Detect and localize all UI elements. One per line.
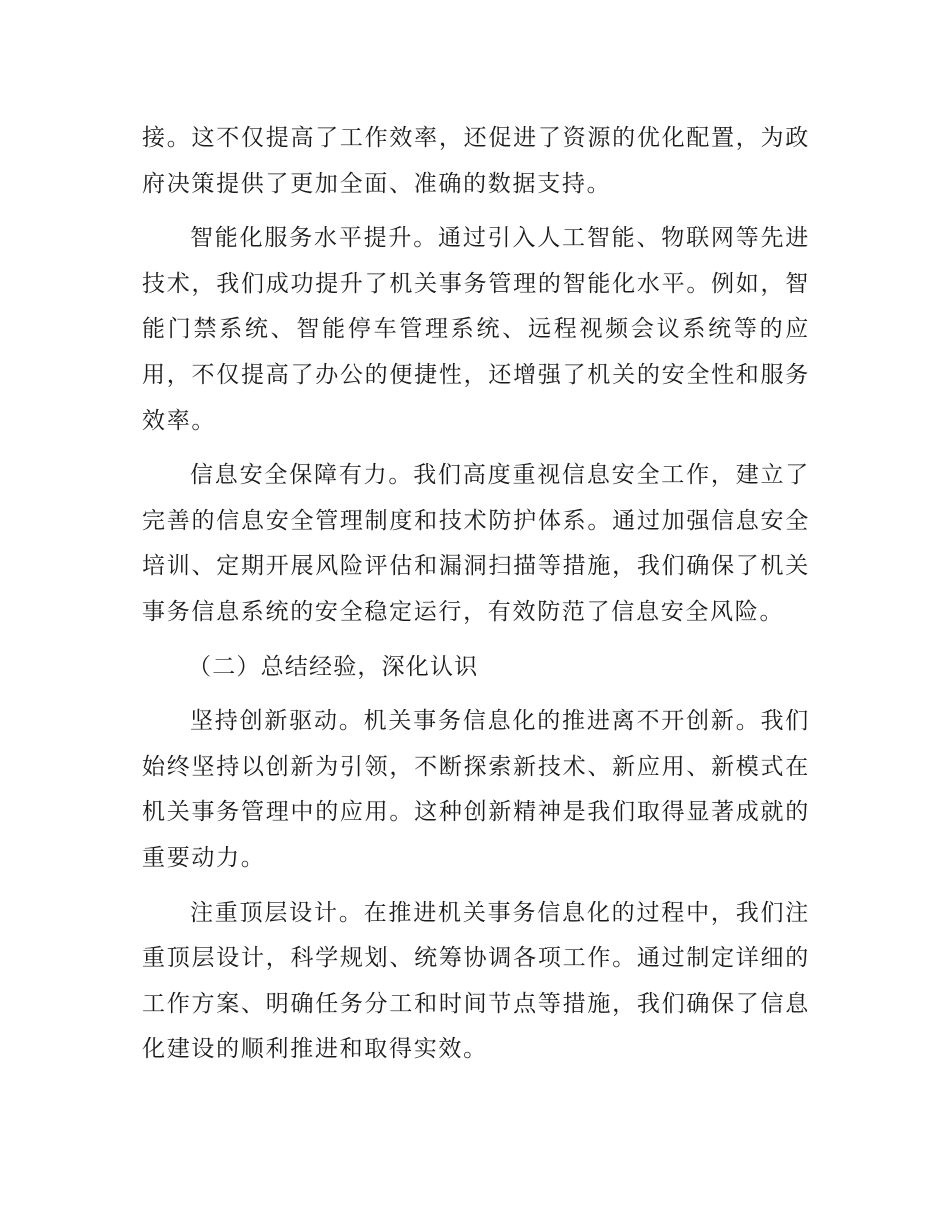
paragraph-information-security: 信息安全保障有力。我们高度重视信息安全工作，建立了完善的信息安全管理制度和技术防护体系。通过加强信息安全培训、定期开展风险评估和漏洞扫描等措施，我们确保了机关事务信息系统的安全稳定运行，有效防范了信息安全风险。 <box>142 462 810 625</box>
section-heading: （二）总结经验，深化认识 <box>188 653 479 680</box>
paragraph-innovation-driven: 坚持创新驱动。机关事务信息化的推进离不开创新。我们始终坚持以创新为引领，不断探索新技术、新应用、新模式在机关事务管理中的应用。这种创新精神是我们取得显著成就的重要动力。 <box>142 708 810 871</box>
paragraph-intelligent-services: 智能化服务水平提升。通过引入人工智能、物联网等先进技术，我们成功提升了机关事务管理的智能化水平。例如，智能门禁系统、智能停车管理系统、远程视频会议系统等的应用，不仅提高了办公的便捷性，还增强了机关的安全性和服务效率。 <box>142 225 810 434</box>
document-body <box>142 116 810 1082</box>
paragraph-continuation: 接。这不仅提高了工作效率，还促进了资源的优化配置，为政府决策提供了更加全面、准确的数据支持。 <box>142 125 810 197</box>
paragraph-top-level-design: 注重顶层设计。在推进机关事务信息化的过程中，我们注重顶层设计，科学规划、统筹协调各项工作。通过制定详细的工作方案、明确任务分工和时间节点等措施，我们确保了信息化建设的顺利推进和取得实效。 <box>142 899 810 1063</box>
